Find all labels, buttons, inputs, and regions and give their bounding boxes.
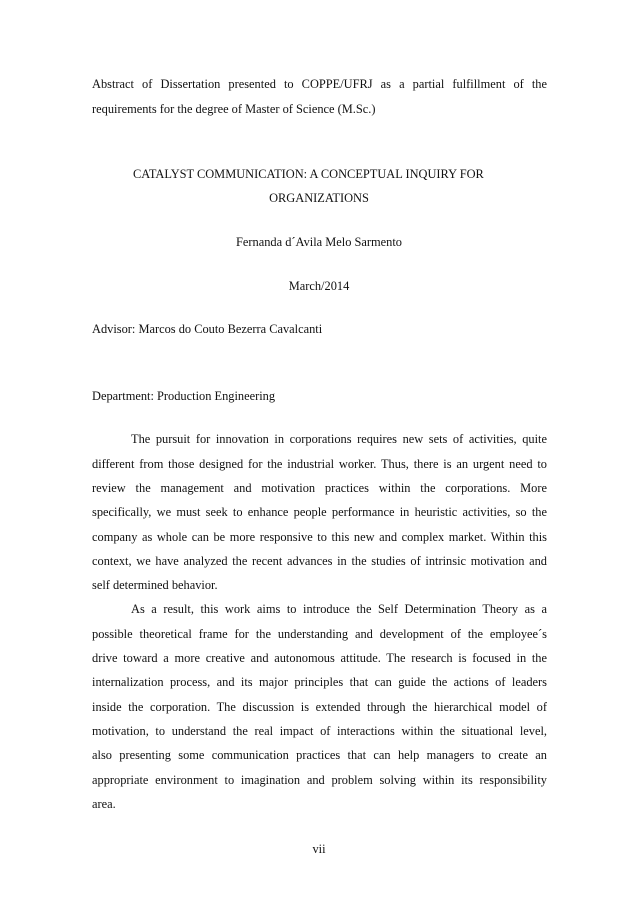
- submission-date: March/2014: [288, 279, 350, 293]
- paragraph-2-line: drive toward a more creative and autonomous attitude. The research is focused in the: [92, 651, 547, 665]
- paragraph-2-line: inside the corporation. The discussion is extended through the hierarchical model of: [92, 700, 547, 714]
- title-line-2: ORGANIZATIONS: [269, 191, 369, 205]
- paragraph-2-line: motivation, to understand the real impact of interactions within the situational level,: [92, 724, 547, 738]
- advisor-line: Advisor: Marcos do Couto Bezerra Cavalcanti: [92, 322, 323, 336]
- paragraph-1-line: context, we have analyzed the recent advances in the studies of intrinsic motivation and: [92, 554, 547, 568]
- paragraph-2-line: area.: [92, 797, 116, 811]
- paragraph-1-line: specifically, we must seek to enhance people performance in heuristic activities, so the: [92, 505, 547, 519]
- paragraph-2-line: possible theoretical frame for the understanding and development of the employee´s: [92, 627, 547, 641]
- abstract-note-line-2: requirements for the degree of Master of Science (M.Sc.): [92, 102, 376, 116]
- paragraph-2-line: As a result, this work aims to introduce the Self Determination Theory as a: [131, 602, 547, 616]
- department-line: Department: Production Engineering: [92, 389, 276, 403]
- paragraph-2-line: internalization process, and its major principles that can guide the actions of leaders: [92, 675, 547, 689]
- page-number: vii: [312, 842, 326, 856]
- paragraph-1-line: The pursuit for innovation in corporations requires new sets of activities, quite: [131, 432, 547, 446]
- paragraph-1-line: self determined behavior.: [92, 578, 218, 592]
- paragraph-1-line: review the management and motivation practices within the corporations. More: [92, 481, 547, 495]
- paragraph-2-line: also presenting some communication practices that can help managers to create an: [92, 748, 547, 762]
- paragraph-1-line: different from those designed for the industrial worker. Thus, there is an urgent need to: [92, 457, 547, 471]
- paragraph-2-line: appropriate environment to imagination and problem solving within its responsibility: [92, 773, 547, 787]
- paragraph-1-line: company as whole can be more responsive to this new and complex market. Within this: [92, 530, 547, 544]
- author-name: Fernanda d´Avila Melo Sarmento: [236, 235, 402, 249]
- abstract-note-line-1: Abstract of Dissertation presented to COPPE/UFRJ as a partial fulfillment of the: [92, 77, 547, 91]
- title-line-1: CATALYST COMMUNICATION: A CONCEPTUAL INQUIRY FOR: [133, 167, 484, 181]
